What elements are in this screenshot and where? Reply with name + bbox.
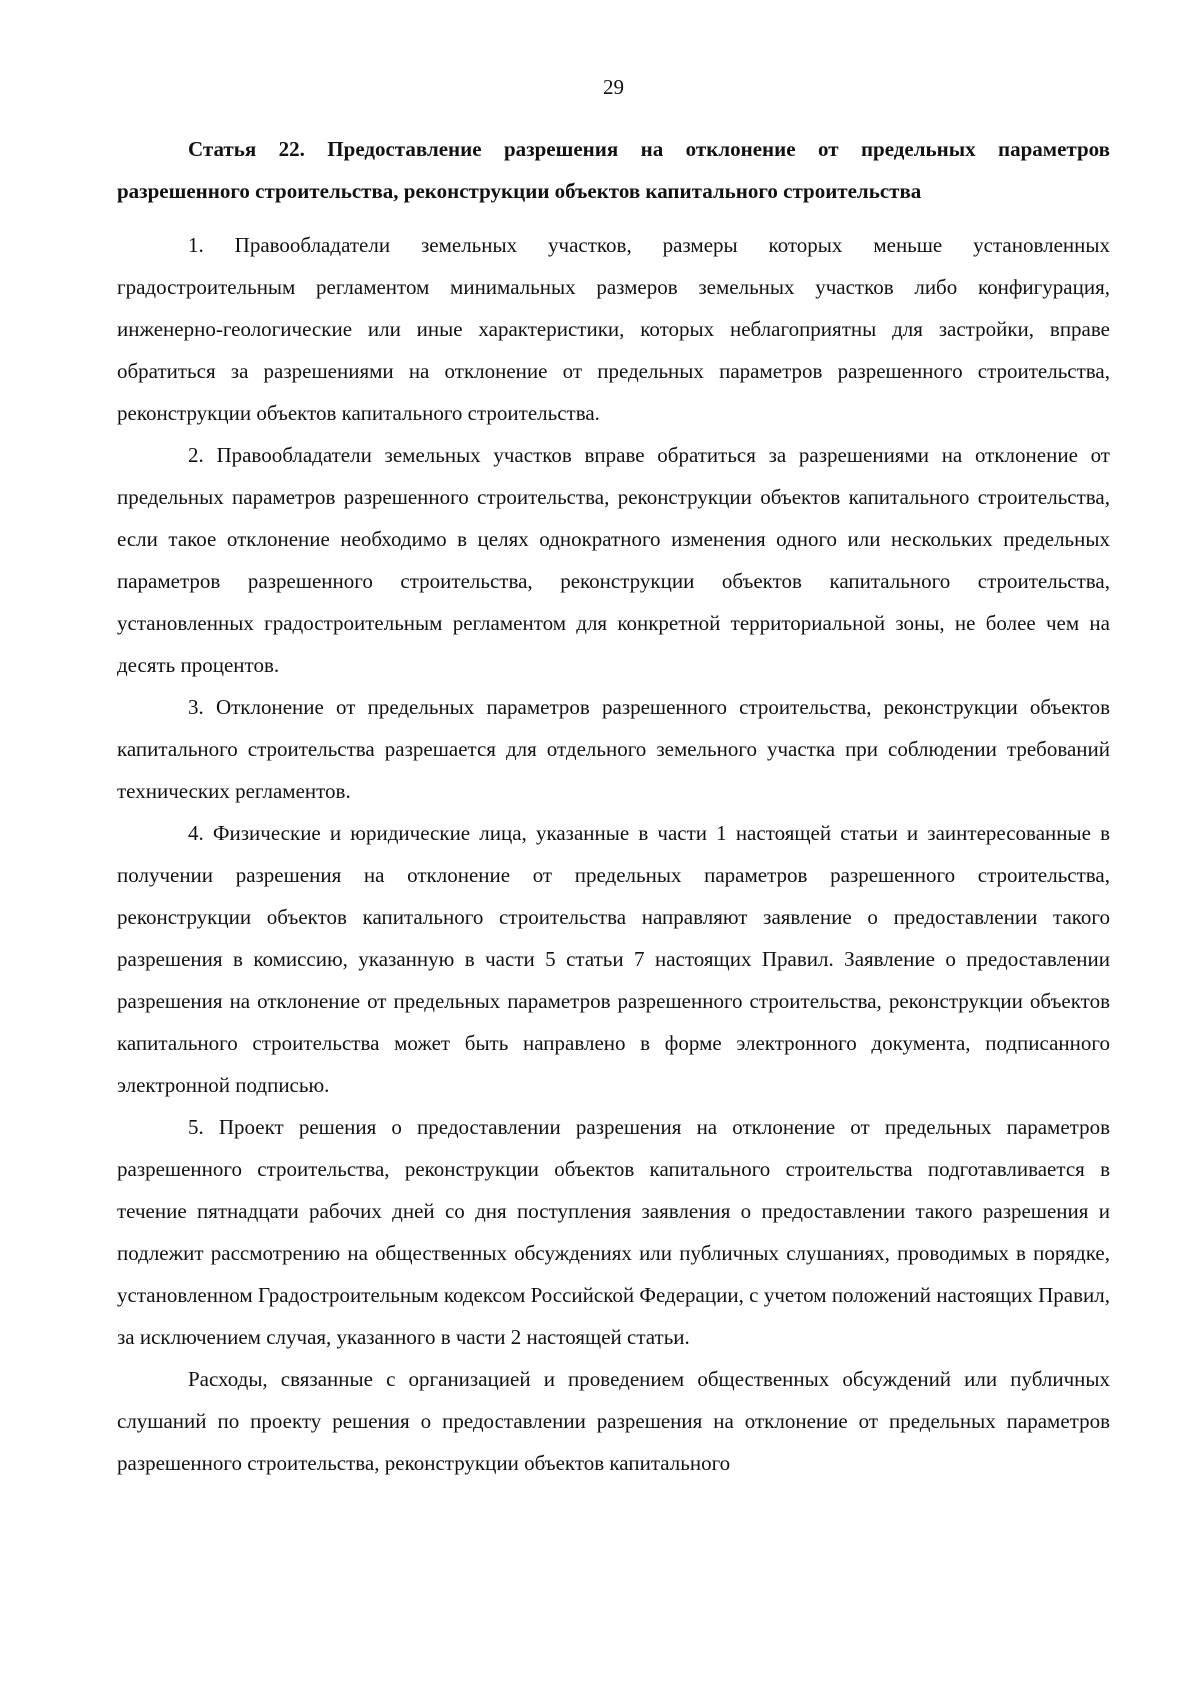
paragraph-5: 5. Проект решения о предоставлении разрешения на отклонение от предельных параметров разрешенного строительства, реконструкции объектов капитального строительства подготавливается в течение пятнадцати рабочих дней со дня поступления заявления о предоставлении такого разрешения и подлежит рассмотрению на общественных обсуждениях или публичных слушаниях, проводимых в порядке, установленном Градостроительным кодексом Российской Федерации, с учетом положений настоящих Правил, за исключением случая, указанного в части 2 настоящей статьи. [117, 1115, 1110, 1349]
paragraph-4: 4. Физические и юридические лица, указанные в части 1 настоящей статьи и заинтересованные в получении разрешения на отклонение от предельных параметров разрешенного строительства, реконструкции объектов капитального строительства направляют заявление о предоставлении такого разрешения в комиссию, указанную в части 5 статьи 7 настоящих Правил. Заявление о предоставлении разрешения на отклонение от предельных параметров разрешенного строительства, реконструкции объектов капитального строительства может быть направлено в форме электронного документа, подписанного электронной подписью. [117, 821, 1110, 1097]
paragraph-1: 1. Правообладатели земельных участков, размеры которых меньше установленных градостроительным регламентом минимальных размеров земельных участков либо конфигурация, инженерно-геологические или иные характеристики, которых неблагоприятны для застройки, вправе обратиться за разрешениями на отклонение от предельных параметров разрешенного строительства, реконструкции объектов капитального строительства. [117, 233, 1110, 425]
article-title: Статья 22. Предоставление разрешения на отклонение от предельных параметров разрешенного строительства, реконструкции объектов капитального строительства [117, 137, 1110, 203]
paragraph-3: 3. Отклонение от предельных параметров разрешенного строительства, реконструкции объектов капитального строительства разрешается для отдельного земельного участка при соблюдении требований технических регламентов. [117, 695, 1110, 803]
paragraph-expenses: Расходы, связанные с организацией и проведением общественных обсуждений или публичных слушаний по проекту решения о предоставлении разрешения на отклонение от предельных параметров разрешенного строительства, реконструкции объектов капитального [117, 1367, 1110, 1475]
paragraph-2: 2. Правообладатели земельных участков вправе обратиться за разрешениями на отклонение от предельных параметров разрешенного строительства, реконструкции объектов капитального строительства, если такое отклонение необходимо в целях однократного изменения одного или нескольких предельных параметров разрешенного строительства, реконструкции объектов капитального строительства, установленных градостроительным регламентом для конкретной территориальной зоны, не более чем на десять процентов. [117, 443, 1110, 677]
page-number: 29 [603, 75, 624, 99]
